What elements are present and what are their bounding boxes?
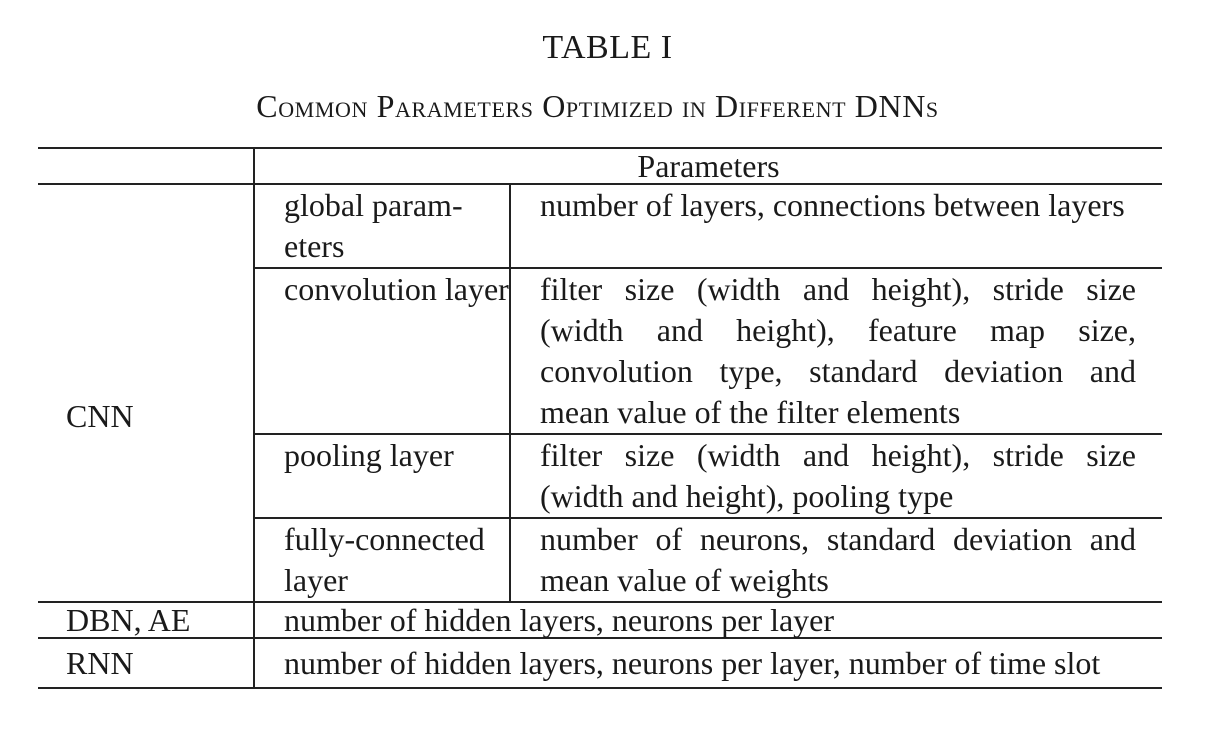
layer-cell: global param-eters xyxy=(254,184,510,268)
table-caption: Common Parameters Optimized in Different DNNs xyxy=(256,88,939,124)
layer-cell: convolution layer xyxy=(254,268,510,434)
table-row xyxy=(38,638,1162,688)
table-row xyxy=(38,184,1162,268)
header-parameters: Parameters xyxy=(254,148,1162,184)
row-label-dbn-ae: DBN, AE xyxy=(38,602,254,638)
row-label-cnn: CNN xyxy=(38,184,254,602)
parameters-cell: number of hidden layers, neurons per layer xyxy=(254,602,1162,638)
parameters-cell: number of neurons, standard deviation and mean value of weights xyxy=(510,518,1162,602)
row-label-rnn: RNN xyxy=(38,638,254,688)
header-empty-cell xyxy=(38,148,254,184)
table-number: TABLE I xyxy=(542,29,673,66)
layer-cell: fully-connected layer xyxy=(254,518,510,602)
table-row xyxy=(38,602,1162,638)
parameters-cell: number of layers, connections between layers xyxy=(510,184,1162,268)
header-row xyxy=(38,148,1162,184)
parameters-cell: filter size (width and height), stride size (width and height), pooling type xyxy=(510,434,1162,518)
layer-cell: pooling layer xyxy=(254,434,510,518)
parameters-table xyxy=(38,147,1162,689)
parameters-cell: filter size (width and height), stride size (width and height), feature map size, convolution type, standard deviation and mean value of the filter elements xyxy=(510,268,1162,434)
parameters-cell: number of hidden layers, neurons per layer, number of time slot xyxy=(254,638,1162,688)
